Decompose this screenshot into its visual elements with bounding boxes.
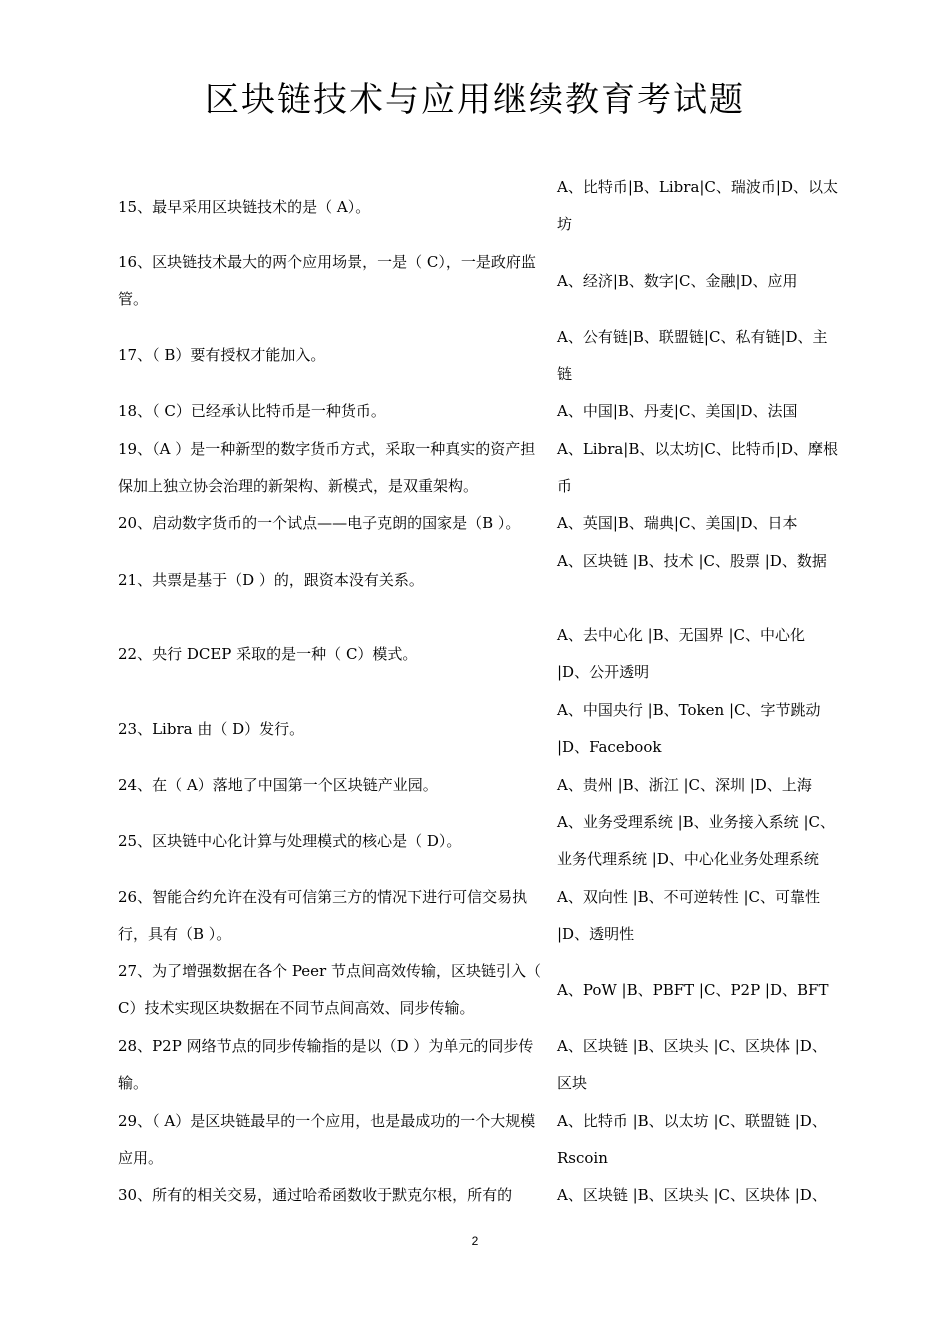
question-20-options: A、英国|B、瑞典|C、美国|D、日本 <box>557 514 798 532</box>
question-26-text: 26、智能合约允许在没有可信第三方的情况下进行可信交易执行，具有（B ）。 <box>118 888 528 943</box>
question-25-text: 25、区块链中心化计算与处理模式的核心是（ D）。 <box>118 832 462 850</box>
question-15-text: 15、最早采用区块链技术的是（ A）。 <box>118 198 371 216</box>
question-28-text: 28、P2P 网络节点的同步传输指的是以（D ）为单元的同步传输。 <box>118 1037 534 1092</box>
question-15-options: A、比特币|B、Libra|C、瑞波币|D、以太坊 <box>557 178 838 233</box>
page-number: 2 <box>471 1234 479 1248</box>
question-18-options: A、中国|B、丹麦|C、美国|D、法国 <box>557 402 798 420</box>
question-16-text: 16、区块链技术最大的两个应用场景，一是（ C），一是政府监管。 <box>118 253 536 308</box>
question-29-options: A、比特币 |B、以太坊 |C、联盟链 |D、Rscoin <box>557 1112 827 1167</box>
question-16-options: A、经济|B、数字|C、金融|D、应用 <box>557 272 798 290</box>
question-25-options: A、业务受理系统 |B、业务接入系统 |C、业务代理系统 |D、中心化业务处理系统 <box>557 813 835 868</box>
question-28-options: A、区块链 |B、区块头 |C、区块体 |D、区块 <box>557 1037 827 1092</box>
question-19-text: 19、（A ）是一种新型的数字货币方式，采取一种真实的资产担保加上独立协会治理的新架构、新模式，是双重架构。 <box>118 440 536 495</box>
question-19-options: A、Libra|B、以太坊|C、比特币|D、摩根币 <box>557 440 838 495</box>
question-21-options: A、区块链 |B、技术 |C、股票 |D、数据 <box>557 552 827 570</box>
question-23-text: 23、Libra 由（ D）发行。 <box>118 720 305 738</box>
question-27-text: 27、为了增强数据在各个 Peer 节点间高效传输，区块链引入（ C）技术实现区块数据在不同节点间高效、同步传输。 <box>118 962 541 1017</box>
question-18-text: 18、（ C）已经承认比特币是一种货币。 <box>118 402 386 420</box>
question-24-options: A、贵州 |B、浙江 |C、深圳 |D、上海 <box>557 776 812 794</box>
question-17-text: 17、（ B）要有授权才能加入。 <box>118 346 326 364</box>
question-20-text: 20、启动数字货币的一个试点——电子克朗的国家是（B ）。 <box>118 514 521 532</box>
question-30-text: 30、所有的相关交易，通过哈希函数收于默克尔根，所有的 <box>118 1186 513 1204</box>
question-22-options: A、去中心化 |B、无国界 |C、中心化 |D、公开透明 <box>557 626 805 681</box>
question-27-options: A、PoW |B、PBFT |C、P2P |D、BFT <box>557 981 829 999</box>
question-22-text: 22、央行 DCEP 采取的是一种（ C）模式。 <box>118 645 418 663</box>
question-24-text: 24、在（ A）落地了中国第一个区块链产业园。 <box>118 776 438 794</box>
question-23-options: A、中国央行 |B、Token |C、字节跳动 |D、Facebook <box>557 701 821 756</box>
question-29-text: 29、（ A）是区块链最早的一个应用，也是最成功的一个大规模应用。 <box>118 1112 536 1167</box>
document-title: 区块链技术与应用继续教育考试题 <box>205 80 745 120</box>
question-26-options: A、双向性 |B、不可逆转性 |C、可靠性 |D、透明性 <box>557 888 820 943</box>
question-30-options: A、区块链 |B、区块头 |C、区块体 |D、 <box>557 1186 827 1204</box>
question-21-text: 21、共票是基于（D ）的，跟资本没有关系。 <box>118 571 424 589</box>
question-17-options: A、公有链|B、联盟链|C、私有链|D、主链 <box>557 328 828 383</box>
